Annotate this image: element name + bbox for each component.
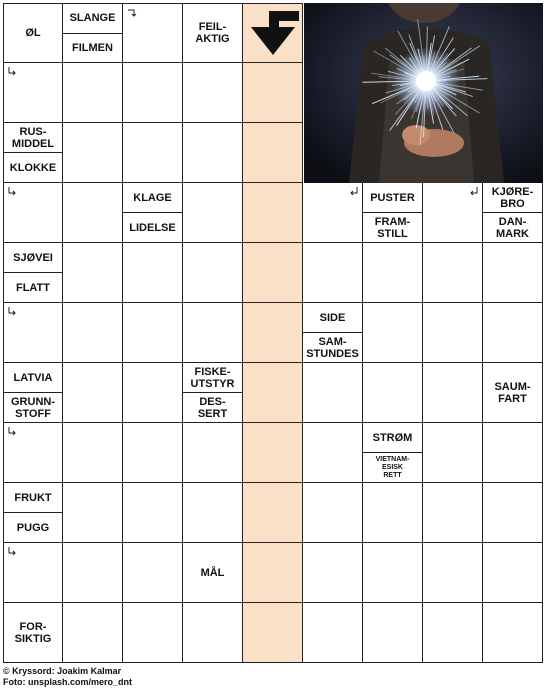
answer-cell[interactable] bbox=[63, 363, 123, 423]
solution-arrow-icon bbox=[247, 9, 301, 57]
answer-cell[interactable] bbox=[63, 303, 123, 363]
answer-cell[interactable] bbox=[303, 423, 363, 483]
answer-cell[interactable] bbox=[483, 303, 543, 363]
answer-cell[interactable] bbox=[303, 603, 363, 663]
clue-text: SAUM- FART bbox=[494, 380, 531, 405]
clue-cell bbox=[363, 183, 423, 243]
clue-text: FISKE- UTSTYR bbox=[190, 365, 235, 390]
answer-cell[interactable] bbox=[363, 363, 423, 423]
clue-cell bbox=[183, 363, 243, 423]
solution-cell[interactable] bbox=[243, 543, 303, 603]
sparkler-image bbox=[304, 3, 543, 183]
answer-cell[interactable] bbox=[423, 243, 483, 303]
arrow-down-left-icon bbox=[349, 187, 359, 197]
answer-cell[interactable] bbox=[63, 63, 123, 123]
answer-cell[interactable] bbox=[363, 243, 423, 303]
answer-cell[interactable] bbox=[303, 543, 363, 603]
clue-cell bbox=[483, 363, 543, 423]
answer-cell[interactable] bbox=[123, 423, 183, 483]
solution-cell[interactable] bbox=[243, 363, 303, 423]
clue-cell bbox=[3, 603, 63, 663]
answer-cell[interactable] bbox=[63, 183, 123, 243]
answer-cell[interactable] bbox=[363, 303, 423, 363]
answer-cell[interactable] bbox=[363, 603, 423, 663]
solution-cell[interactable] bbox=[243, 483, 303, 543]
clue-text: FILMEN bbox=[63, 33, 122, 63]
clue-text: PUSTER bbox=[370, 191, 415, 204]
clue-text: FLATT bbox=[4, 272, 62, 302]
clue-text: KLOKKE bbox=[4, 152, 62, 182]
clue-text: SJØVEI bbox=[13, 251, 53, 264]
answer-cell[interactable] bbox=[123, 63, 183, 123]
arrow-down-right-icon bbox=[7, 67, 17, 77]
answer-cell[interactable] bbox=[483, 243, 543, 303]
footer-credits bbox=[3, 666, 132, 688]
answer-cell[interactable] bbox=[423, 363, 483, 423]
clue-text: LIDELSE bbox=[123, 212, 182, 242]
arrow-down-left-icon bbox=[469, 187, 479, 197]
answer-cell[interactable] bbox=[303, 243, 363, 303]
clue-text: SLANGE bbox=[69, 12, 116, 25]
clue-text: VIETNAM- ESISK RETT bbox=[363, 452, 422, 482]
answer-cell[interactable] bbox=[423, 603, 483, 663]
sparkler-photo bbox=[304, 3, 543, 183]
answer-cell[interactable] bbox=[123, 303, 183, 363]
clue-cell bbox=[183, 543, 243, 603]
solution-cell[interactable] bbox=[243, 303, 303, 363]
answer-cell[interactable] bbox=[183, 243, 243, 303]
clue-cell bbox=[3, 483, 63, 543]
clue-text: MÅL bbox=[200, 566, 225, 579]
solution-cell[interactable] bbox=[243, 123, 303, 183]
arrow-down-right-icon bbox=[7, 307, 17, 317]
answer-cell[interactable] bbox=[363, 483, 423, 543]
clue-text: RUS- MIDDEL bbox=[11, 125, 55, 150]
answer-cell[interactable] bbox=[303, 363, 363, 423]
clue-cell bbox=[483, 183, 543, 243]
clue-text: DES- SERT bbox=[183, 392, 242, 422]
answer-cell[interactable] bbox=[423, 483, 483, 543]
answer-cell[interactable] bbox=[183, 63, 243, 123]
clue-text: SAM- STUNDES bbox=[303, 332, 362, 362]
answer-cell[interactable] bbox=[483, 603, 543, 663]
answer-cell[interactable] bbox=[483, 423, 543, 483]
answer-cell[interactable] bbox=[63, 243, 123, 303]
clue-cell bbox=[363, 423, 423, 483]
clue-cell bbox=[63, 3, 123, 63]
clue-text: SIDE bbox=[319, 311, 346, 324]
answer-cell[interactable] bbox=[483, 543, 543, 603]
clue-cell bbox=[3, 123, 63, 183]
clue-cell bbox=[303, 303, 363, 363]
photo-credit: Foto: unsplash.com/mero_dnt bbox=[3, 677, 133, 687]
answer-cell[interactable] bbox=[423, 423, 483, 483]
crossword-credit: © Kryssord: Joakim Kalmar bbox=[3, 666, 122, 676]
solution-cell[interactable] bbox=[243, 603, 303, 663]
clue-text: PUGG bbox=[4, 512, 62, 542]
answer-cell[interactable] bbox=[123, 123, 183, 183]
answer-cell[interactable] bbox=[183, 123, 243, 183]
solution-cell[interactable] bbox=[243, 243, 303, 303]
clue-text: KLAGE bbox=[133, 191, 172, 204]
answer-cell[interactable] bbox=[123, 603, 183, 663]
answer-cell[interactable] bbox=[183, 603, 243, 663]
answer-cell[interactable] bbox=[183, 183, 243, 243]
answer-cell[interactable] bbox=[123, 243, 183, 303]
arrow-down-right-icon bbox=[7, 547, 17, 557]
clue-text: FRUKT bbox=[14, 491, 52, 504]
clue-text: FEIL- AKTIG bbox=[195, 21, 230, 45]
answer-cell[interactable] bbox=[483, 483, 543, 543]
solution-cell[interactable] bbox=[243, 183, 303, 243]
clue-text: KJØRE- BRO bbox=[491, 185, 534, 210]
answer-cell[interactable] bbox=[63, 603, 123, 663]
answer-cell[interactable] bbox=[123, 483, 183, 543]
clue-text: ØL bbox=[25, 27, 41, 39]
clue-text: LATVIA bbox=[13, 371, 53, 384]
clue-cell bbox=[3, 243, 63, 303]
arrow-down-right-icon bbox=[7, 187, 17, 197]
answer-cell[interactable] bbox=[63, 123, 123, 183]
answer-cell[interactable] bbox=[123, 543, 183, 603]
clue-cell bbox=[3, 3, 63, 63]
solution-cell[interactable] bbox=[243, 63, 303, 123]
clue-text: GRUNN- STOFF bbox=[4, 392, 62, 422]
clue-cell bbox=[183, 3, 243, 63]
answer-cell[interactable] bbox=[63, 543, 123, 603]
answer-cell[interactable] bbox=[423, 303, 483, 363]
answer-cell[interactable] bbox=[183, 483, 243, 543]
answer-cell[interactable] bbox=[63, 483, 123, 543]
clue-text: FOR- SIKTIG bbox=[14, 620, 52, 645]
answer-cell[interactable] bbox=[63, 423, 123, 483]
clue-text: DAN- MARK bbox=[483, 212, 542, 242]
arrow-down-right-icon bbox=[7, 427, 17, 437]
clue-cell bbox=[123, 183, 183, 243]
solution-cell[interactable] bbox=[243, 423, 303, 483]
answer-cell[interactable] bbox=[183, 303, 243, 363]
arrow-curl-right-icon bbox=[127, 7, 137, 17]
clue-cell bbox=[3, 363, 63, 423]
clue-text: FRAM- STILL bbox=[363, 212, 422, 242]
clue-text: STRØM bbox=[372, 431, 413, 444]
answer-cell[interactable] bbox=[123, 363, 183, 423]
answer-cell[interactable] bbox=[303, 483, 363, 543]
answer-cell[interactable] bbox=[363, 543, 423, 603]
answer-cell[interactable] bbox=[183, 423, 243, 483]
answer-cell[interactable] bbox=[423, 543, 483, 603]
